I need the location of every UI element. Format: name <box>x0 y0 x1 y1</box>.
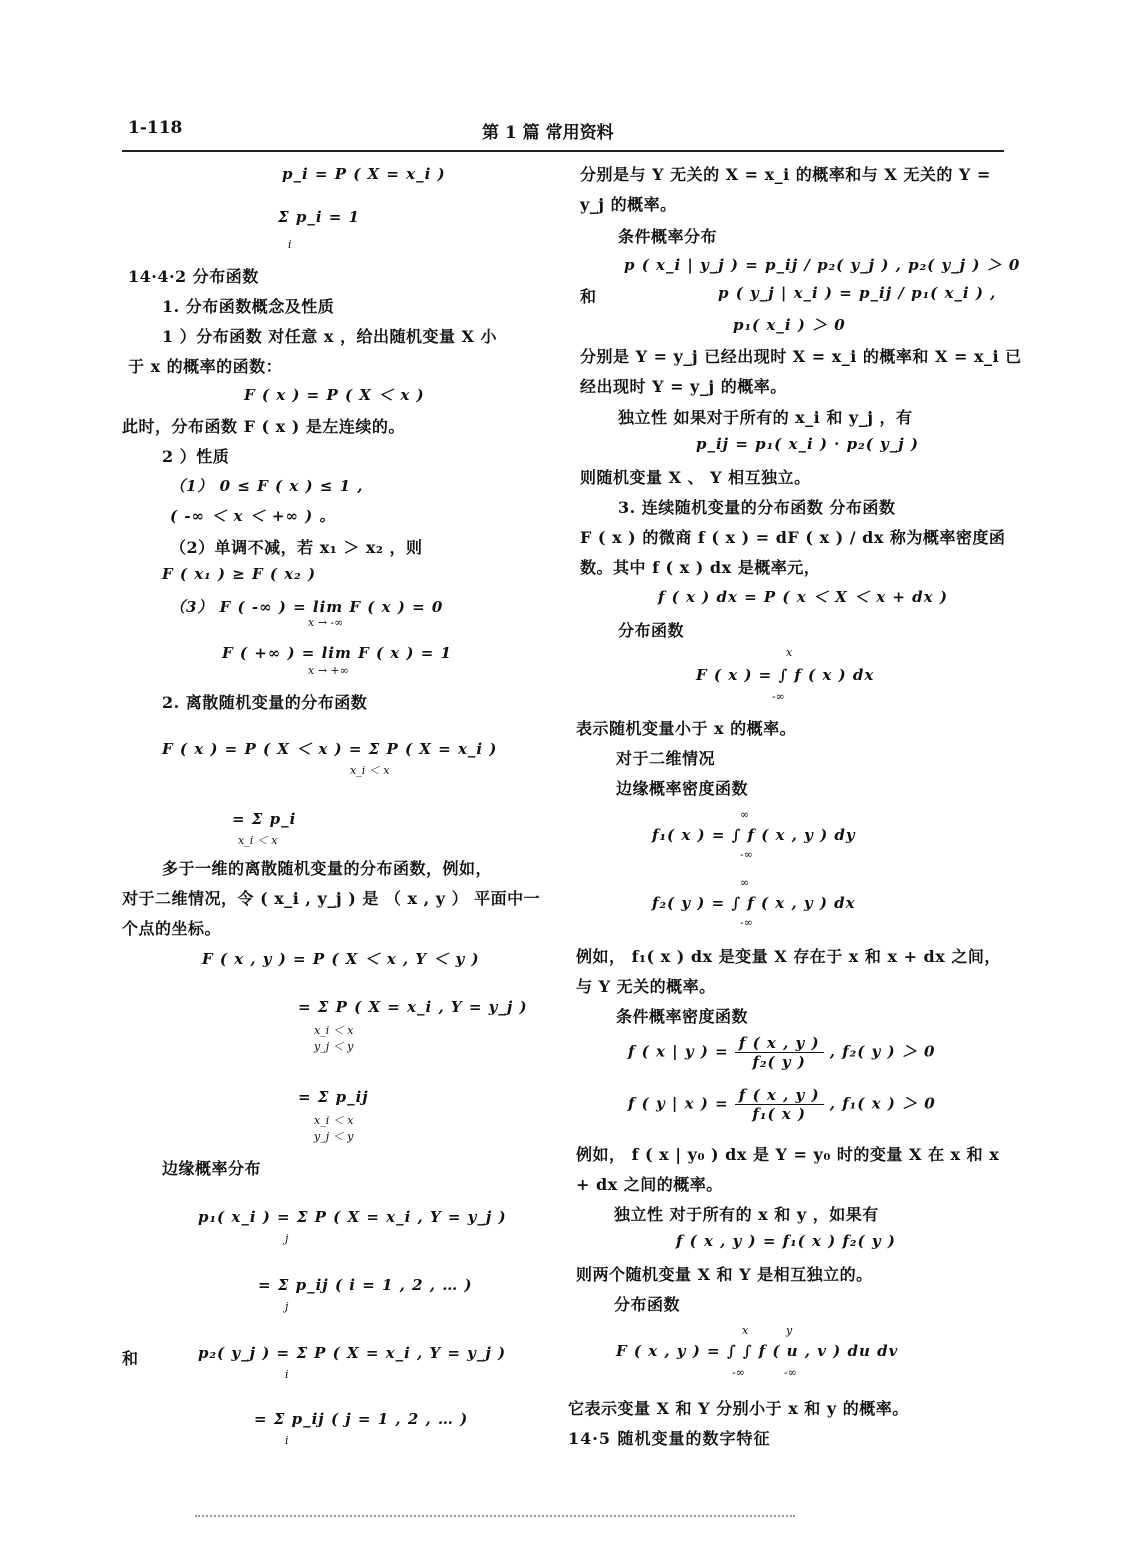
eq-2d-2-index-1: x_i ＜ x <box>314 1024 354 1037</box>
paragraph-line: 例如， f ( x | y₀ ) dx 是 Y = y₀ 时的变量 X 在 x 和 x <box>576 1145 1000 1164</box>
paragraph-line: y_j 的概率。 <box>580 195 677 214</box>
property-1: （1） 0 ≤ F ( x ) ≤ 1 , <box>170 477 364 495</box>
eq-marginal-1: p₁( x_i ) = Σ P ( X = x_i , Y = y_j ) <box>198 1208 507 1226</box>
eq-marginal-4-index: i <box>285 1434 289 1447</box>
eq-2d-2: = Σ P ( X = x_i , Y = y_j ) <box>298 998 528 1016</box>
eq-marginal-density-1: f₁( x ) = ∫ f ( x , y ) dy <box>652 826 856 844</box>
eq-double-integral-lower-1: -∞ <box>732 1366 745 1379</box>
fraction <box>735 1034 824 1071</box>
connector-and: 和 <box>580 287 597 306</box>
eq-double-integral: F ( x , y ) = ∫ ∫ f ( u , v ) du dv <box>616 1342 899 1360</box>
item-heading-discrete: 2. 离散随机变量的分布函数 <box>162 693 368 712</box>
paragraph-line: 则随机变量 X 、 Y 相互独立。 <box>580 468 811 487</box>
eq-marginal-density-2: f₂( y ) = ∫ f ( x , y ) dx <box>652 894 856 912</box>
eq-conditional-2: p ( y_j | x_i ) = p_ij / p₁( x_i ) , <box>718 284 997 302</box>
paragraph-line: 于 x 的概率的函数： <box>128 357 283 376</box>
eq-2d-1: F ( x , y ) = P ( X ＜ x , Y ＜ y ) <box>202 950 480 968</box>
paragraph-line: 多于一维的离散随机变量的分布函数，例如， <box>162 859 493 878</box>
eq-conditional-density-2 <box>628 1086 936 1123</box>
eq-sum-pi: Σ p_i = 1 <box>278 208 360 226</box>
eq-conditional-density-1 <box>628 1034 935 1071</box>
item-heading-2: 2 ）性质 <box>162 447 230 466</box>
paragraph-line: 与 Y 无关的概率。 <box>576 977 716 996</box>
paragraph-line: 数。其中 f ( x ) dx 是概率元， <box>580 558 821 577</box>
eq-conditional-3: p₁( x_i ) ＞ 0 <box>733 316 846 334</box>
property-1-range: ( -∞ ＜ x ＜ +∞ ) 。 <box>170 507 336 525</box>
connector-and: 和 <box>122 1349 139 1368</box>
eq-2d-3-index-2: y_j ＜ y <box>314 1130 354 1143</box>
property-3b-limit: x → +∞ <box>308 664 349 677</box>
eq-probability-element: f ( x ) dx = P ( x ＜ X ＜ x + dx ) <box>658 588 948 606</box>
subheading-independence-2: 独立性 对于所有的 x 和 y ，如果有 <box>614 1205 879 1224</box>
subheading-two-dim: 对于二维情况 <box>616 749 716 768</box>
eq-discrete-2: = Σ p_i <box>232 810 297 828</box>
eq-discrete-1: F ( x ) = P ( X ＜ x ) = Σ P ( X = x_i ) <box>162 740 498 758</box>
eq-marginal-density-1-lower: -∞ <box>740 848 753 861</box>
eq-integral-1-upper: x <box>786 646 793 659</box>
subheading-distribution-2: 分布函数 <box>614 1295 681 1314</box>
property-2: （2）单调不减，若 x₁ ＞ x₂ ，则 <box>170 538 423 557</box>
page-title: 第 1 篇 常用资料 <box>482 123 614 143</box>
eq-lhs: f ( x | y ) = <box>628 1042 729 1061</box>
subheading-marginal-density: 边缘概率密度函数 <box>616 779 749 798</box>
item-heading-continuous: 3. 连续随机变量的分布函数 分布函数 <box>618 498 896 517</box>
page-number: 1-118 <box>128 118 183 138</box>
eq-conditional-1: p ( x_i | y_j ) = p_ij / p₂( y_j ) , p₂( y_j ) ＞ 0 <box>624 256 1021 274</box>
paragraph-line: 对于二维情况，令 ( x_i , y_j ) 是 （ x , y ） 平面中一 <box>122 889 541 908</box>
paragraph-line: F ( x ) 的微商 f ( x ) = dF ( x ) / dx 称为概率密度函 <box>580 528 1006 547</box>
paragraph-line: 则两个随机变量 X 和 Y 是相互独立的。 <box>576 1265 873 1284</box>
eq-marginal-1-index: j <box>285 1232 289 1245</box>
eq-discrete-2-index: x_i ＜ x <box>238 834 278 847</box>
header-rule <box>122 150 1004 152</box>
eq-double-integral-upper-2: y <box>786 1324 793 1337</box>
paragraph-line: 此时，分布函数 F ( x ) 是左连续的。 <box>122 417 405 436</box>
eq-marginal-3-index: i <box>285 1368 289 1381</box>
eq-marginal-3: p₂( y_j ) = Σ P ( X = x_i , Y = y_j ) <box>198 1344 507 1362</box>
eq-discrete-1-index: x_i ＜ x <box>350 764 390 777</box>
property-3: （3） F ( -∞ ) = lim F ( x ) = 0 <box>170 598 444 616</box>
eq-F: F ( x ) = P ( X ＜ x ) <box>244 386 425 404</box>
property-3-limit: x → -∞ <box>308 616 344 629</box>
property-3b: F ( +∞ ) = lim F ( x ) = 1 <box>222 644 452 662</box>
eq-rhs: , f₂( y ) ＞ 0 <box>829 1042 936 1061</box>
paragraph-line: + dx 之间的概率。 <box>576 1175 723 1194</box>
property-2-result: F ( x₁ ) ≥ F ( x₂ ) <box>162 565 317 583</box>
eq-marginal-density-1-upper: ∞ <box>740 808 750 821</box>
item-heading-1: 1. 分布函数概念及性质 <box>162 297 335 316</box>
fraction-denominator: f₁( x ) <box>752 1105 807 1123</box>
fraction-denominator: f₂( y ) <box>752 1053 806 1071</box>
eq-independence: p_ij = p₁( x_i ) · p₂( y_j ) <box>696 435 919 453</box>
subheading-marginal: 边缘概率分布 <box>162 1159 262 1178</box>
bottom-dotted-line <box>195 1515 795 1517</box>
eq-2d-3: = Σ p_ij <box>298 1088 369 1106</box>
paragraph-line: 分别是与 Y 无关的 X = x_i 的概率和与 X 无关的 Y = <box>580 165 991 184</box>
eq-sum-pi-index: i <box>288 238 292 251</box>
eq-independence-2: f ( x , y ) = f₁( x ) f₂( y ) <box>676 1232 896 1250</box>
section-heading-14-4-2: 14·4·2 分布函数 <box>128 267 259 286</box>
eq-2d-2-index-2: y_j ＜ y <box>314 1040 354 1053</box>
fraction-numerator: f ( x , y ) <box>735 1034 824 1053</box>
eq-integral-1: F ( x ) = ∫ f ( x ) dx <box>696 666 875 684</box>
subheading-conditional: 条件概率分布 <box>618 227 718 246</box>
paragraph-line: 表示随机变量小于 x 的概率。 <box>576 719 797 738</box>
subheading-conditional-density: 条件概率密度函数 <box>616 1007 749 1026</box>
eq-integral-1-lower: -∞ <box>772 690 785 703</box>
paragraph-line: 经出现时 Y = y_j 的概率。 <box>580 377 787 396</box>
subheading-distribution: 分布函数 <box>618 621 685 640</box>
subheading-independence: 独立性 如果对于所有的 x_i 和 y_j ，有 <box>618 408 913 427</box>
eq-marginal-2-index: j <box>285 1300 289 1313</box>
eq-marginal-2: = Σ p_ij ( i = 1 , 2 , … ) <box>258 1276 473 1294</box>
eq-double-integral-lower-2: -∞ <box>784 1366 797 1379</box>
paragraph-line: 它表示变量 X 和 Y 分别小于 x 和 y 的概率。 <box>568 1399 909 1418</box>
eq-pi: p_i = P ( X = x_i ) <box>282 165 446 183</box>
paragraph-line: 例如， f₁( x ) dx 是变量 X 存在于 x 和 x + dx 之间， <box>576 947 1001 966</box>
eq-marginal-density-2-lower: -∞ <box>740 916 753 929</box>
paragraph-line: 个点的坐标。 <box>122 919 222 938</box>
paragraph-line: 1 ）分布函数 对任意 x ，给出随机变量 X 小 <box>162 327 498 346</box>
eq-marginal-density-2-upper: ∞ <box>740 876 750 889</box>
fraction-numerator: f ( x , y ) <box>735 1086 824 1105</box>
eq-lhs: f ( y | x ) = <box>628 1094 729 1113</box>
eq-rhs: , f₁( x ) ＞ 0 <box>829 1094 936 1113</box>
fraction <box>735 1086 824 1123</box>
eq-2d-3-index-1: x_i ＜ x <box>314 1114 354 1127</box>
paragraph-line: 分别是 Y = y_j 已经出现时 X = x_i 的概率和 X = x_i 已 <box>580 347 1022 366</box>
section-heading-14-5: 14·5 随机变量的数字特征 <box>568 1429 771 1448</box>
eq-double-integral-upper-1: x <box>742 1324 749 1337</box>
eq-marginal-4: = Σ p_ij ( j = 1 , 2 , … ) <box>254 1410 469 1428</box>
